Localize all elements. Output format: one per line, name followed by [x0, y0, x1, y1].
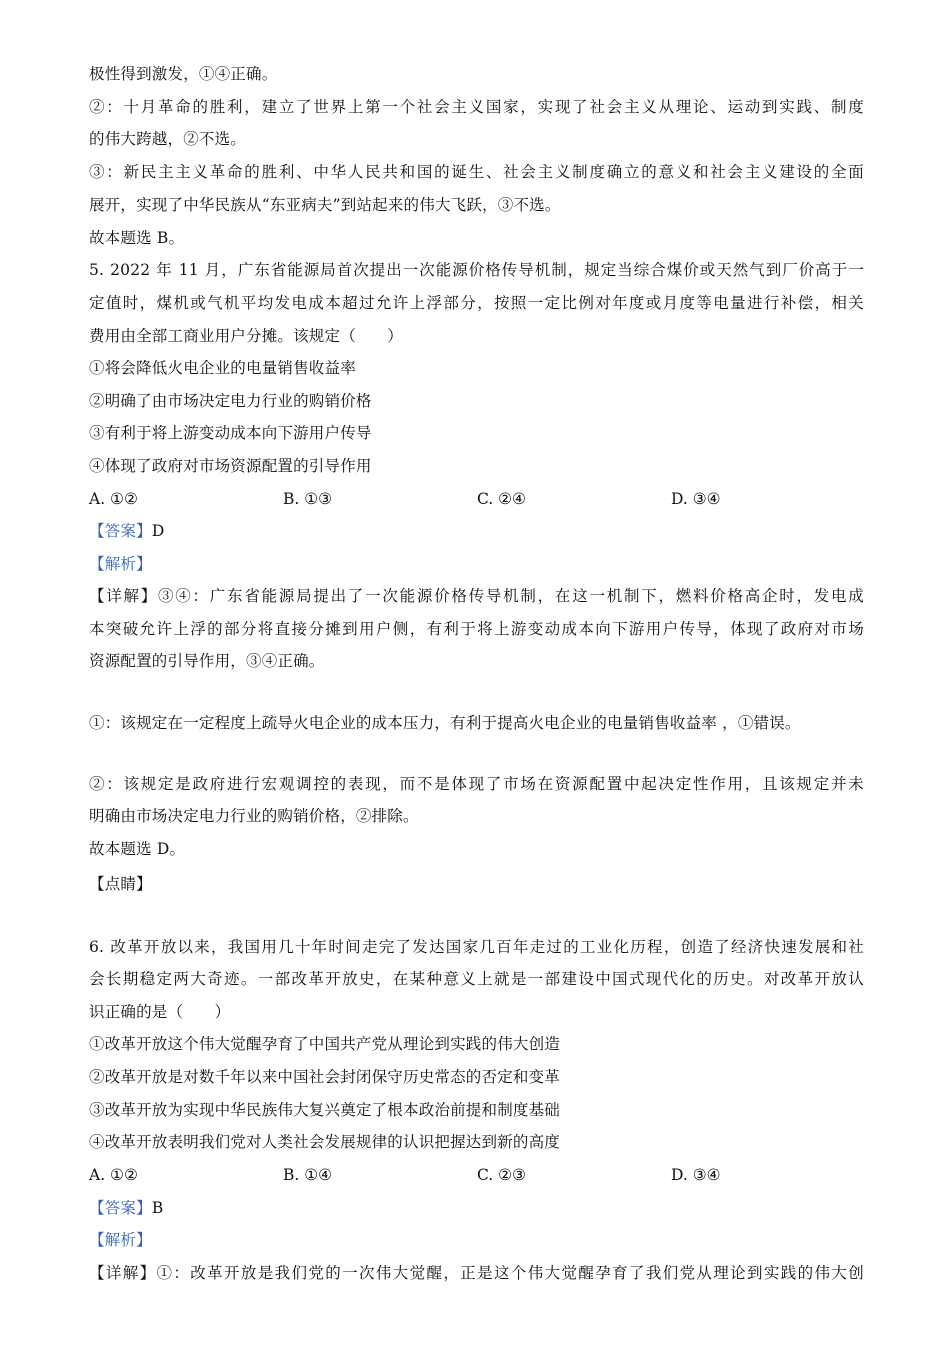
detail-text: ③④：广东省能源局提出了一次能源价格传导机制，在这一机制下，燃料价格高企时，发电成 — [158, 587, 864, 605]
analysis-label: 【解析】 — [89, 1231, 152, 1249]
question-6-item: ③改革开放为实现中华民族伟大复兴奠定了根本政治前提和制度基础 — [89, 1101, 561, 1119]
question-6-option-c: C. ②③ — [477, 1166, 526, 1184]
question-6-option-a: A. ①② — [89, 1166, 138, 1184]
answer-value: D — [151, 522, 165, 540]
question-5-option-c: C. ②④ — [477, 490, 526, 508]
question-6-stem: 会长期稳定两大奇迹。一部改革开放史，在某种意义上就是一部建设中国式现代化的历史。对改革开放认 — [89, 970, 864, 988]
question-5-item: ①将会降低火电企业的电量销售收益率 — [89, 359, 356, 377]
answer-label: 【答案】 — [89, 522, 152, 540]
question-6-item: ④改革开放表明我们党对人类社会发展规律的认识把握达到新的高度 — [89, 1133, 561, 1151]
question-5-detail: 本突破允许上浮的部分将直接分摊到用户侧，有利于将上游变动成本向下游用户传导，体现了政府对市场 — [89, 620, 864, 638]
question-5-detail — [89, 585, 864, 607]
question-5-point-2: ②：该规定是政府进行宏观调控的表现，而不是体现了市场在资源配置中起决定性作用，且该规定并未 — [89, 775, 864, 793]
answer-label: 【答案】 — [89, 1199, 152, 1217]
question-5-point-1: ①：该规定在一定程度上疏导火电企业的成本压力，有利于提高火电企业的电量销售收益率 ，①错误。 — [89, 714, 801, 732]
text-line: 的伟大跨越，②不选。 — [89, 130, 247, 148]
text-line: 故本题选 B。 — [89, 229, 185, 247]
question-5-answer — [89, 520, 864, 542]
text-line: 极性得到激发，①④正确。 — [89, 65, 278, 83]
answer-value: B — [151, 1199, 164, 1217]
question-5-conclusion: 故本题选 D。 — [89, 840, 186, 858]
question-5-stem: 5. 2022 年 11 月，广东省能源局首次提出一次能源价格传导机制，规定当综合煤价或天然气到厂价高于一 — [89, 261, 864, 279]
question-5-item: ④体现了政府对市场资源配置的引导作用 — [89, 457, 372, 475]
question-5-item: ②明确了由市场决定电力行业的购销价格 — [89, 392, 372, 410]
question-5-stem: 定值时，煤机或气机平均发电成本超过允许上浮部分，按照一定比例对年度或月度等电量进行补偿，相关 — [89, 294, 864, 312]
question-5-point-2: 明确由市场决定电力行业的购销价格，②排除。 — [89, 807, 419, 825]
question-6-answer — [89, 1197, 864, 1219]
question-6-option-b: B. ①④ — [283, 1166, 333, 1184]
text-line: 展开，实现了中华民族从“东亚病夫”到站起来的伟大飞跃，③不选。 — [89, 196, 561, 214]
comment-label: 【点睛】 — [89, 875, 152, 893]
text-line: ③：新民主主义革命的胜利、中华人民共和国的诞生、社会主义制度确立的意义和社会主义建设的全面 — [89, 163, 864, 181]
analysis-label: 【解析】 — [89, 555, 152, 573]
question-5-option-b: B. ①③ — [283, 490, 333, 508]
question-6-item: ②改革开放是对数千年以来中国社会封闭保守历史常态的否定和变革 — [89, 1068, 561, 1086]
question-5-option-d: D. ③④ — [671, 490, 721, 508]
detail-label: 【详解】 — [89, 587, 159, 605]
question-5-item: ③有利于将上游变动成本向下游用户传导 — [89, 424, 372, 442]
question-6-detail — [89, 1262, 864, 1284]
detail-text: ①：改革开放是我们党的一次伟大觉醒，正是这个伟大觉醒孕育了我们党从理论到实践的伟大创 — [156, 1264, 864, 1282]
question-6-option-d: D. ③④ — [671, 1166, 721, 1184]
text-line: ②：十月革命的胜利，建立了世界上第一个社会主义国家，实现了社会主义从理论、运动到实践、制度 — [89, 98, 864, 116]
question-5-detail: 资源配置的引导作用，③④正确。 — [89, 652, 325, 670]
detail-label: 【详解】 — [89, 1264, 157, 1282]
question-5-stem: 费用由全部工商业用户分摊。该规定（ ） — [89, 327, 404, 345]
question-6-stem: 识正确的是（ ） — [89, 1003, 231, 1021]
question-5-option-a: A. ①② — [89, 490, 138, 508]
question-6-stem: 6. 改革开放以来，我国用几十年时间走完了发达国家几百年走过的工业化历程，创造了经济快速发展和社 — [89, 938, 864, 956]
question-6-item: ①改革开放这个伟大觉醒孕育了中国共产党从理论到实践的伟大创造 — [89, 1035, 561, 1053]
